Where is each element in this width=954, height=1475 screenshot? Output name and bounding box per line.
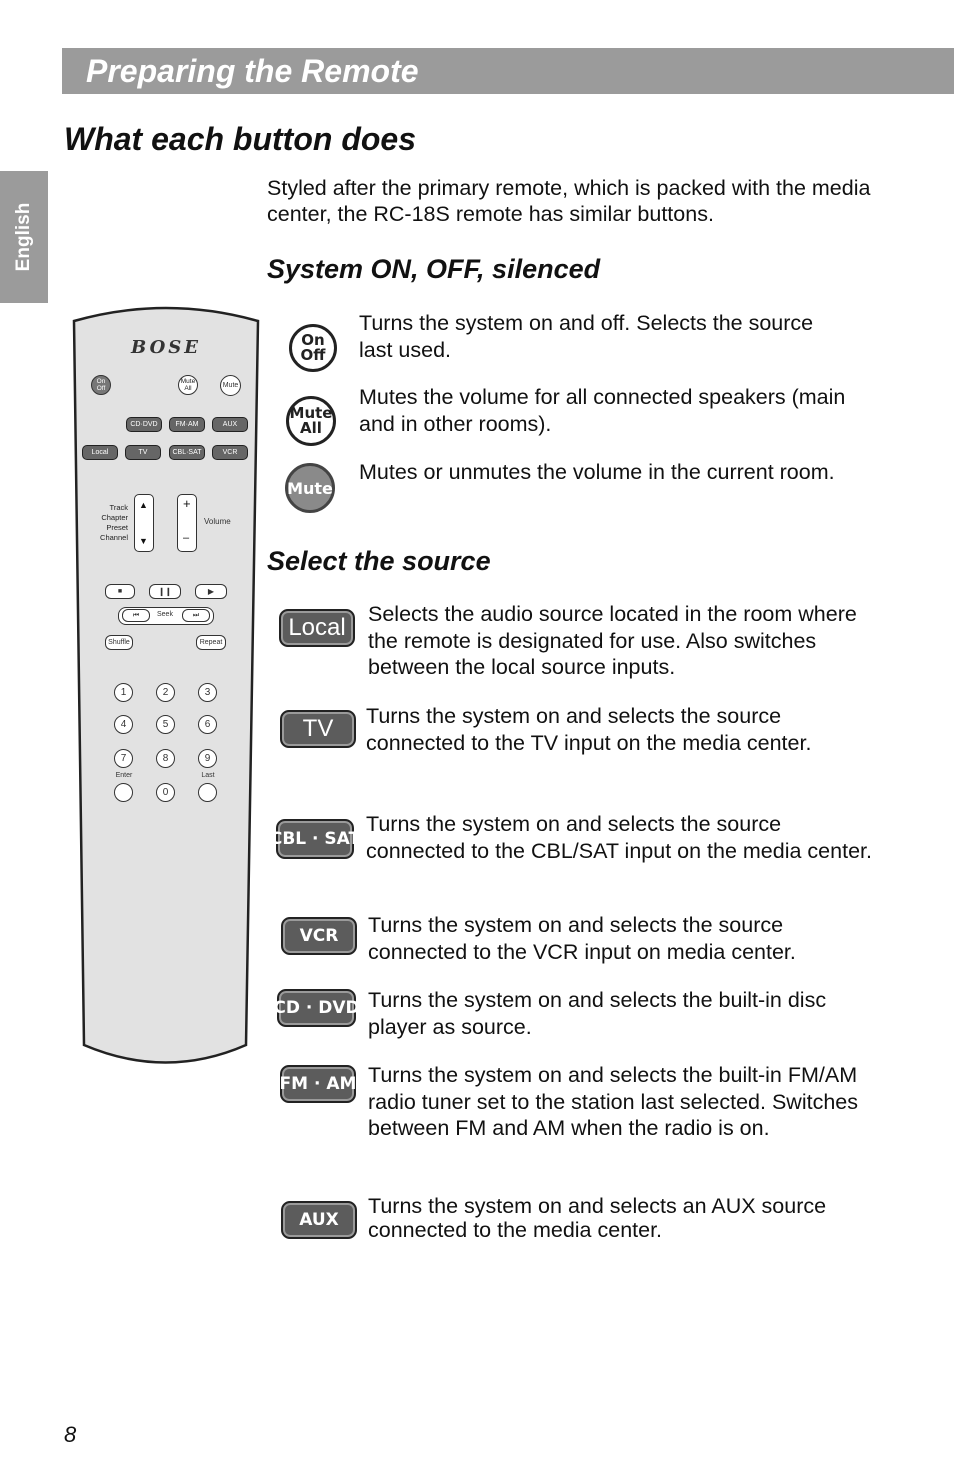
remote-all-label: All	[184, 385, 192, 392]
remote-mute-label: Mute	[180, 378, 196, 385]
stop-icon: ■	[117, 588, 123, 595]
mute-all-button-icon	[286, 396, 336, 446]
cbl-sat-description: Turns the system on and selects the source connected to the CBL/SAT input on the media center.	[366, 812, 872, 863]
remote-channel-label: Channel	[100, 533, 128, 542]
section-title: What each button does	[64, 121, 416, 157]
remote-preset-label: Preset	[106, 523, 128, 532]
fm-am-button-icon: FM · AM	[280, 1065, 356, 1103]
remote-illustration	[72, 305, 260, 1070]
header-title: Preparing the Remote	[86, 53, 419, 89]
remote-enter-label: Enter	[115, 772, 133, 779]
remote-track-rocker	[134, 494, 154, 552]
mute-description: Mutes or unmutes the volume in the current room.	[359, 460, 835, 484]
mute-all-label-line2: All	[300, 419, 322, 437]
pause-icon: ❙❙	[158, 587, 172, 596]
language-tab	[0, 171, 48, 303]
remote-seek-bar	[118, 607, 214, 625]
remote-off-label: Off	[96, 385, 106, 392]
remote-key-1: 1	[114, 683, 133, 702]
remote-enter-button	[114, 783, 133, 802]
vcr-button-icon: VCR	[281, 917, 357, 955]
mute-all-description: Mutes the volume for all connected speakers (main and in other rooms).	[359, 385, 846, 436]
remote-aux-button: AUX	[212, 417, 248, 432]
language-tab-label: English	[13, 202, 34, 272]
remote-local-button: Local	[82, 445, 118, 460]
remote-cd-dvd-button: CD·DVD	[126, 417, 162, 432]
remote-track-labels	[92, 503, 128, 543]
mute-all-label-line1: Mute	[289, 404, 333, 422]
remote-last-label: Last	[201, 772, 215, 779]
remote-track-label: Track	[109, 503, 128, 512]
remote-mute-button: Mute	[220, 375, 241, 396]
play-icon: ▶	[207, 587, 215, 596]
on-off-label-line1: On	[301, 331, 325, 349]
remote-volume-label: Volume	[204, 517, 231, 526]
header-bar	[62, 48, 954, 94]
remote-seek-label: Seek	[157, 611, 173, 618]
skip-forward-icon: ⏭	[182, 609, 210, 622]
remote-chapter-label: Chapter	[101, 513, 128, 522]
page-number: 8	[64, 1422, 77, 1447]
remote-key-8: 8	[156, 749, 175, 768]
remote-on-label: On	[96, 378, 106, 385]
remote-mute-all-button	[178, 375, 198, 395]
tv-button-icon: TV	[280, 710, 356, 748]
remote-tv-button: TV	[125, 445, 161, 460]
remote-key-9: 9	[198, 749, 217, 768]
source-heading: Select the source	[267, 546, 491, 576]
remote-key-2: 2	[156, 683, 175, 702]
remote-volume-rocker	[177, 494, 197, 552]
on-off-button-icon	[289, 324, 337, 372]
on-off-label-line2: Off	[300, 346, 326, 364]
cd-dvd-button-icon: CD · DVD	[277, 989, 356, 1027]
remote-key-0: 0	[156, 783, 175, 802]
system-heading: System ON, OFF, silenced	[267, 254, 601, 284]
on-off-description: Turns the system on and off. Selects the source last used.	[359, 311, 814, 362]
remote-pause-button	[149, 584, 181, 599]
remote-key-6: 6	[198, 715, 217, 734]
remote-volume-plus: +	[183, 496, 191, 511]
remote-key-7: 7	[114, 749, 133, 768]
tv-description: Turns the system on and selects the source connected to the TV input on the media center.	[366, 704, 812, 755]
remote-repeat-button: Repeat	[196, 635, 226, 650]
local-button-icon: Local	[279, 609, 355, 647]
aux-button-icon: AUX	[281, 1201, 357, 1239]
remote-cbl-sat-button: CBL·SAT	[169, 445, 205, 460]
remote-key-5: 5	[156, 715, 175, 734]
remote-last-button	[198, 783, 217, 802]
cd-dvd-description: Turns the system on and selects the built-in disc player as source.	[368, 988, 827, 1039]
arrow-down-icon: ▼	[139, 536, 148, 546]
arrow-up-icon: ▲	[139, 500, 148, 510]
remote-play-button	[195, 584, 227, 599]
aux-description: Turns the system on and selects an AUX source connected to the media center.	[368, 1194, 827, 1242]
vcr-description: Turns the system on and selects the source connected to the VCR input on media center.	[368, 913, 796, 964]
local-description: Selects the audio source located in the room where the remote is designated for use. Also switches between the local source inputs.	[368, 602, 857, 679]
fm-am-description: Turns the system on and selects the built-in FM/AM radio tuner set to the station last selected. Switches between FM and AM when the radio is on.	[368, 1063, 858, 1140]
remote-stop-button	[105, 584, 135, 599]
remote-fm-am-button: FM·AM	[169, 417, 205, 432]
remote-volume-minus: –	[183, 532, 190, 544]
remote-key-3: 3	[198, 683, 217, 702]
remote-vcr-button: VCR	[212, 445, 248, 460]
remote-on-off-button	[91, 375, 111, 395]
remote-shuffle-button: Shuffle	[105, 635, 133, 650]
cbl-sat-button-icon: CBL · SAT	[276, 819, 354, 859]
remote-brand-logo: BOSE	[131, 337, 201, 358]
intro-paragraph: Styled after the primary remote, which is packed with the media center, the RC-18S remote has similar buttons.	[267, 176, 871, 226]
mute-label: Mute	[287, 478, 333, 498]
remote-key-4: 4	[114, 715, 133, 734]
skip-back-icon: ⏮	[122, 609, 150, 622]
mute-button-icon	[285, 463, 335, 513]
